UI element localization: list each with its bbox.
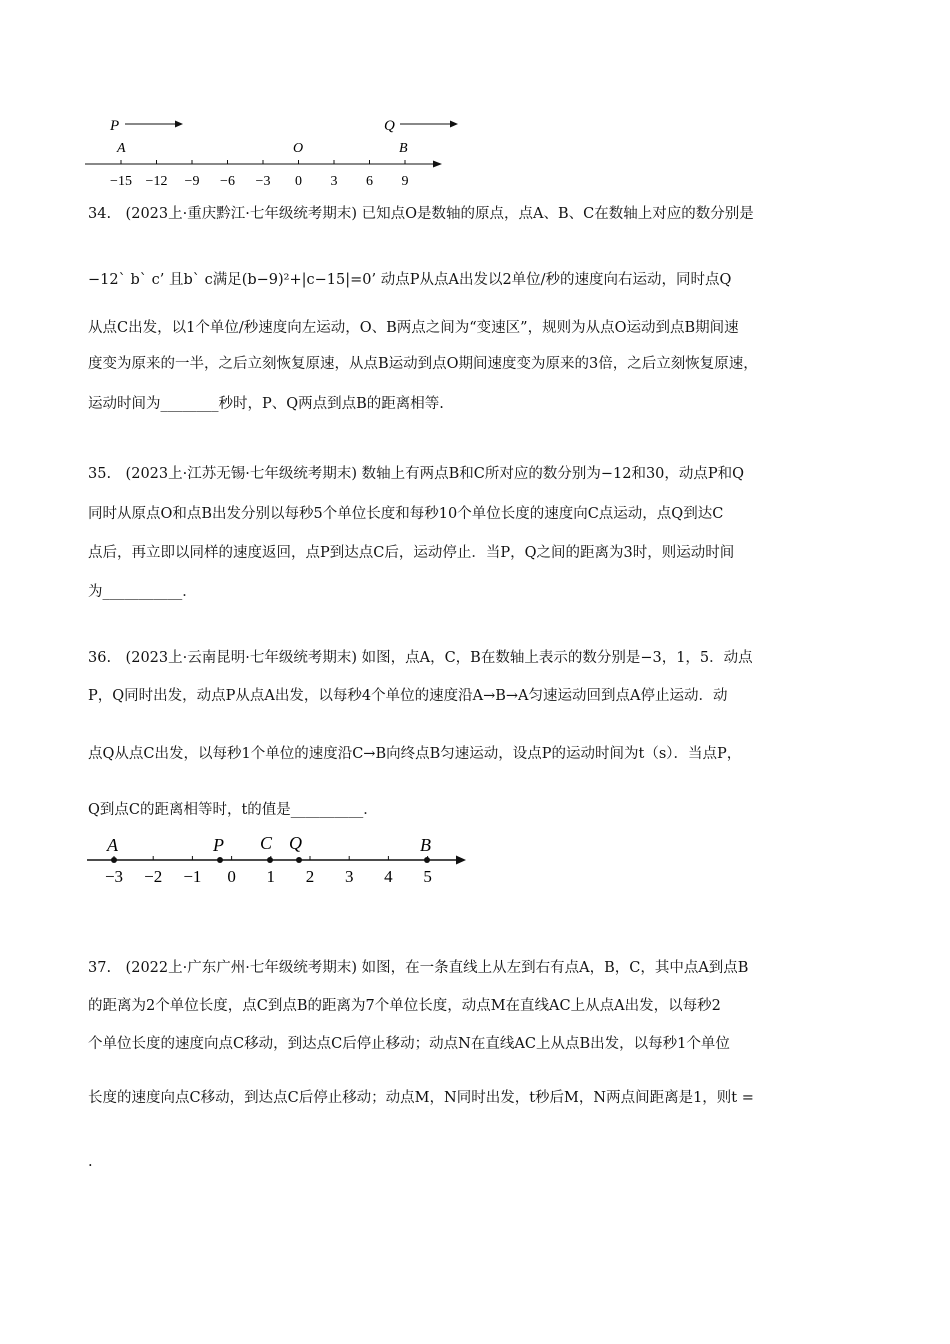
point-label-q: Q xyxy=(289,833,302,853)
fig36-tick-label-4: 1 xyxy=(266,867,276,886)
q36-line-2: P，Q同时出发，动点P从点A出发，以每秒4个单位的速度沿A→B→A匀速运动回到点A停止运动．动 xyxy=(88,688,728,704)
q36-line-4: Q到点C的距离相等时，t的值是__________． xyxy=(88,802,378,818)
q35-line-2: 同时从原点O和点B出发分别以每秒5个单位长度和每秒10个单位长度的速度向C点运动，点Q到达C xyxy=(88,506,724,522)
fig33-tick-label-6: 3 xyxy=(330,174,338,189)
q35-line-1: 35. (2023上·江苏无锡·七年级统考期末) 数轴上有两点B和C所对应的数分别为−12和30，动点P和Q xyxy=(88,466,745,482)
q34-line-5: 运动时间为________秒时，P、Q两点到点B的距离相等. xyxy=(88,396,444,412)
point-dot-b xyxy=(424,857,430,863)
point-label-p: P xyxy=(213,835,224,855)
fig33-tick-label-2: −9 xyxy=(184,174,200,189)
q37-line-2: 的距离为2个单位长度，点C到点B的距离为7个单位长度，动点M在直线AC上从点A出发，以每秒2 xyxy=(88,998,721,1014)
q37-line-3: 个单位长度的速度向点C移动，到达点C后停止移动；动点N在直线AC上从点B出发，以每秒1个单位 xyxy=(88,1036,730,1052)
q34-line-3: 从点C出发，以1个单位/秒速度向左运动，O、B两点之间为“变速区”，规则为从点O运动到点B期间速 xyxy=(88,320,739,336)
fig36-tick-label-2: −1 xyxy=(183,867,202,886)
fig36-tick-label-6: 3 xyxy=(344,867,354,886)
fig33-tick-label-0: −15 xyxy=(110,174,132,189)
q36-line-1: 36. (2023上·云南昆明·七年级统考期末) 如图，点A，C，B在数轴上表示的数分别是−3，1，5．动点 xyxy=(88,650,753,666)
fig33-tick-label-8: 9 xyxy=(401,174,409,189)
point-dot-q xyxy=(296,857,302,863)
fig36-tick-label-0: −3 xyxy=(104,867,124,886)
point-label-b: B xyxy=(420,835,431,855)
fig36-tick-label-8: 5 xyxy=(423,867,432,886)
axis-arrowhead xyxy=(456,856,466,865)
mover-label-q: Q xyxy=(384,118,395,134)
q34-line-2: −12` b` c’ 且b` c满足(b−9)²+|c−15|=0’ 动点P从点A出发以2单位/秒的速度向右运动，同时点Q xyxy=(88,272,732,288)
point-dot-a xyxy=(111,857,117,863)
q37-line-1: 37. (2022上·广东广州·七年级统考期末) 如图，在一条直线上从左到右有点A，B，C，其中点A到点B xyxy=(88,960,749,976)
mover-label-p: P xyxy=(110,118,120,134)
point-dot-c xyxy=(267,857,273,863)
point-label-a: A xyxy=(107,835,118,855)
number-line-figure-33 xyxy=(80,112,470,192)
q37-line-4: 长度的速度向点C移动，到达点C后停止移动；动点M，N同时出发，t秒后M，N两点间距离是1，则t = xyxy=(88,1090,754,1106)
fig36-tick-label-7: 4 xyxy=(384,867,393,886)
p-arrowhead xyxy=(175,121,183,128)
q34-line-4: 度变为原来的一半，之后立刻恢复原速，从点B运动到点O期间速度变为原来的3倍，之后立刻恢复原速， xyxy=(88,356,758,372)
q35-line-3: 点后，再立即以同样的速度返回，点P到达点C后，运动停止．当P，Q之间的距离为3时，则运动时间 xyxy=(88,545,735,561)
q37-line-5: . xyxy=(88,1154,93,1170)
point-label-c: C xyxy=(260,833,273,853)
fig36-tick-label-5: 2 xyxy=(305,867,315,886)
q34-line-1: 34. (2023上·重庆黔江·七年级统考期末) 已知点O是数轴的原点，点A、B、C在数轴上对应的数分别是 xyxy=(88,206,754,222)
point-label-a: A xyxy=(117,141,126,156)
fig33-tick-label-7: 6 xyxy=(366,174,373,189)
number-line-figure-36 xyxy=(82,826,472,890)
q35-line-4: 为___________． xyxy=(88,584,197,600)
fig33-tick-label-3: −6 xyxy=(220,174,235,189)
axis-arrowhead xyxy=(433,161,442,168)
point-dot-p xyxy=(217,857,223,863)
q-arrowhead xyxy=(450,121,458,128)
fig36-tick-label-3: 0 xyxy=(227,867,236,886)
q36-line-3: 点Q从点C出发，以每秒1个单位的速度沿C→B向终点B匀速运动，设点P的运动时间为t（s）．当点P， xyxy=(88,746,742,762)
fig33-tick-label-5: 0 xyxy=(295,174,302,189)
fig36-tick-label-1: −2 xyxy=(144,867,163,886)
point-label-o: O xyxy=(293,141,304,156)
point-label-b: B xyxy=(399,141,408,156)
fig33-tick-label-4: −3 xyxy=(255,174,271,189)
fig33-tick-label-1: −12 xyxy=(145,174,168,189)
